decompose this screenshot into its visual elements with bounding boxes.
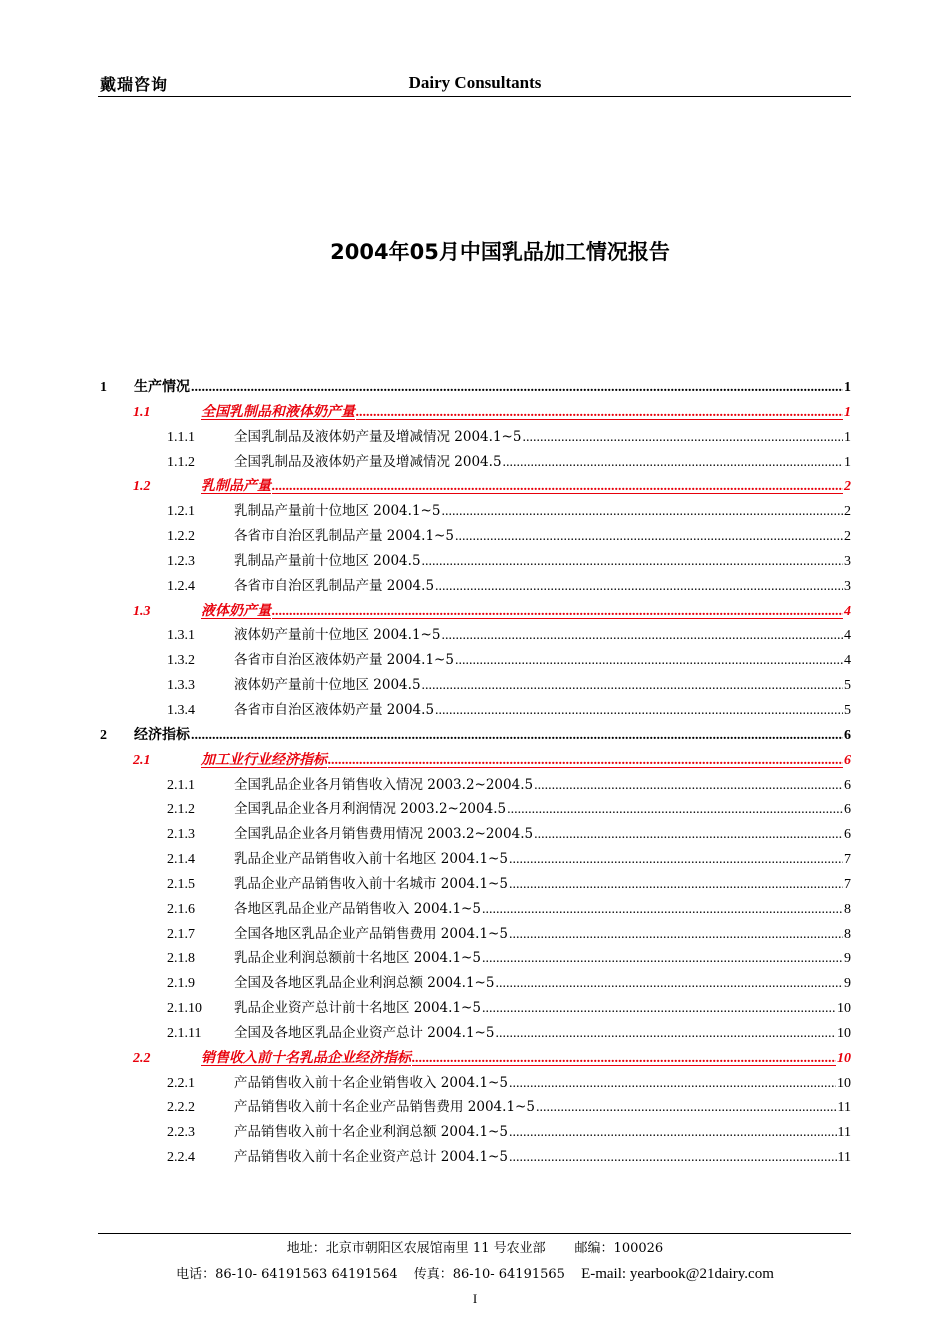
toc-entry[interactable] <box>100 674 851 699</box>
footer-rule <box>98 1233 851 1234</box>
toc-entry-page: 1 <box>844 454 851 470</box>
toc-entry-number: 2.1.6 <box>167 901 195 917</box>
toc-entry-title: 全国乳制品及液体奶产量及增减情况 2004.5 <box>234 453 502 470</box>
toc-entry-number: 2.1.10 <box>167 1001 202 1017</box>
toc-leader-dots <box>509 1073 836 1095</box>
toc-entry-page: 2 <box>844 479 851 495</box>
toc-entry-page: 3 <box>844 553 851 569</box>
toc-leader-dots <box>482 948 843 970</box>
toc-entry-number: 2.1 <box>133 752 151 768</box>
toc-entry-title: 生产情况 <box>134 379 190 395</box>
toc-leader-dots <box>509 1147 837 1169</box>
toc-entry-number: 2.1.11 <box>167 1025 202 1041</box>
toc-entry-number: 1.3.1 <box>167 628 195 644</box>
toc-entry-page: 8 <box>844 901 851 917</box>
table-of-contents <box>100 376 851 1171</box>
toc-entry-title: 全国及各地区乳品企业资产总计 2004.1~5 <box>234 1024 495 1041</box>
toc-entry[interactable] <box>100 848 851 873</box>
toc-entry-number: 1.2.2 <box>167 529 195 545</box>
toc-entry[interactable] <box>100 1022 851 1047</box>
toc-entry-title: 各省市自治区液体奶产量 2004.5 <box>234 701 435 718</box>
toc-entry-title: 乳品企业利润总额前十名地区 2004.1~5 <box>234 950 481 967</box>
toc-entry[interactable] <box>100 525 851 550</box>
toc-entry-title: 产品销售收入前十名企业产品销售费用 2004.1~5 <box>234 1099 535 1116</box>
footer-phone: 电话：86-10- 64191563 64191564 <box>176 1267 398 1282</box>
toc-entry-number: 1.3.2 <box>167 653 195 669</box>
toc-entry[interactable] <box>100 699 851 724</box>
toc-entry-page: 10 <box>837 1050 851 1066</box>
toc-entry-number: 2.1.8 <box>167 951 195 967</box>
toc-leader-dots <box>495 973 843 995</box>
toc-entry-page: 9 <box>844 976 851 992</box>
toc-entry[interactable] <box>100 898 851 923</box>
toc-entry-number: 1.1.2 <box>167 454 195 470</box>
toc-entry-number: 1.2.4 <box>167 578 195 594</box>
toc-entry[interactable] <box>100 997 851 1022</box>
header-rule <box>98 96 851 97</box>
toc-leader-dots <box>455 650 843 672</box>
toc-entry-title: 乳制品产量前十位地区 2004.1~5 <box>234 503 441 520</box>
toc-entry-number: 2.2.4 <box>167 1150 195 1166</box>
toc-entry-page: 4 <box>844 628 851 644</box>
toc-entry-page: 1 <box>844 404 851 420</box>
toc-entry-title: 全国乳品企业各月利润情况 2003.2~2004.5 <box>234 801 507 818</box>
toc-entry[interactable] <box>100 401 851 426</box>
toc-entry[interactable] <box>100 624 851 649</box>
toc-leader-dots <box>482 899 843 921</box>
toc-leader-dots <box>191 725 843 747</box>
toc-entry-title: 产品销售收入前十名企业利润总额 2004.1~5 <box>234 1124 508 1141</box>
toc-entry-number: 1.1 <box>133 404 151 420</box>
toc-leader-dots <box>509 1122 837 1144</box>
toc-entry-page: 6 <box>844 802 851 818</box>
toc-entry-title: 液体奶产量 <box>201 602 271 619</box>
toc-leader-dots <box>507 799 843 821</box>
toc-leader-dots <box>455 526 843 548</box>
toc-entry[interactable] <box>100 500 851 525</box>
toc-entry-number: 1.3 <box>133 603 151 619</box>
toc-entry-number: 2.1.2 <box>167 802 195 818</box>
toc-entry-page: 3 <box>844 578 851 594</box>
toc-leader-dots <box>435 700 843 722</box>
toc-entry-title: 各省市自治区乳制品产量 2004.5 <box>234 577 435 594</box>
toc-entry-title: 加工业行业经济指标 <box>201 751 327 768</box>
toc-entry-title: 液体奶产量前十位地区 2004.5 <box>234 677 421 694</box>
toc-entry-title: 全国各地区乳品企业产品销售费用 2004.1~5 <box>234 925 508 942</box>
toc-entry-title: 乳品企业产品销售收入前十名地区 2004.1~5 <box>234 851 508 868</box>
toc-entry-number: 2.2.2 <box>167 1100 195 1116</box>
toc-entry[interactable] <box>100 774 851 799</box>
toc-leader-dots <box>422 551 843 573</box>
toc-entry[interactable] <box>100 376 851 401</box>
toc-entry-number: 2.1.9 <box>167 976 195 992</box>
toc-entry-number: 1.3.4 <box>167 702 195 718</box>
toc-entry-title: 乳制品产量 <box>201 478 271 495</box>
footer-fax: 传真：86-10- 64191565 <box>413 1267 565 1282</box>
toc-entry-number: 1 <box>100 380 107 395</box>
toc-leader-dots <box>495 1023 836 1045</box>
toc-entry[interactable] <box>100 475 851 500</box>
toc-entry-title: 乳制品产量前十位地区 2004.5 <box>234 552 421 569</box>
footer-address: 地址：北京市朝阳区农展馆南里 11 号农业部 <box>286 1241 546 1256</box>
toc-entry-number: 2.2 <box>133 1050 151 1066</box>
toc-entry-title: 全国乳制品和液体奶产量 <box>201 403 355 420</box>
toc-entry[interactable] <box>100 823 851 848</box>
toc-entry-title: 液体奶产量前十位地区 2004.1~5 <box>234 627 441 644</box>
toc-entry-title: 全国乳制品及液体奶产量及增减情况 2004.1~5 <box>234 428 522 445</box>
toc-leader-dots <box>412 1048 836 1070</box>
toc-leader-dots <box>509 849 843 871</box>
toc-entry[interactable] <box>100 1072 851 1097</box>
toc-entry[interactable] <box>100 649 851 674</box>
toc-entry-number: 1.2 <box>133 479 151 495</box>
toc-entry[interactable] <box>100 426 851 451</box>
toc-entry-page: 5 <box>844 678 851 694</box>
toc-entry-number: 1.3.3 <box>167 678 195 694</box>
toc-entry-number: 1.1.1 <box>167 429 195 445</box>
toc-entry-title: 全国乳品企业各月销售费用情况 2003.2~2004.5 <box>234 826 534 843</box>
toc-entry-number: 2.1.5 <box>167 876 195 892</box>
toc-entry[interactable] <box>100 575 851 600</box>
toc-entry-number: 1.2.1 <box>167 504 195 520</box>
toc-entry-page: 6 <box>844 752 851 768</box>
toc-entry[interactable] <box>100 724 851 749</box>
toc-entry-page: 5 <box>844 702 851 718</box>
toc-entry-page: 9 <box>844 951 851 967</box>
toc-leader-dots <box>328 750 843 772</box>
toc-leader-dots <box>536 1097 837 1119</box>
toc-entry-title: 产品销售收入前十名企业销售收入 2004.1~5 <box>234 1074 508 1091</box>
footer-address-line <box>0 1237 950 1256</box>
toc-entry[interactable] <box>100 923 851 948</box>
toc-leader-dots <box>534 775 843 797</box>
company-name-en: Dairy Consultants <box>408 73 542 92</box>
toc-entry-title: 经济指标 <box>134 726 190 743</box>
toc-entry-title: 各地区乳品企业产品销售收入 2004.1~5 <box>234 900 481 917</box>
toc-entry-page: 6 <box>844 777 851 793</box>
toc-entry-title: 产品销售收入前十名企业资产总计 2004.1~5 <box>234 1149 508 1166</box>
toc-leader-dots <box>503 452 843 474</box>
footer-email[interactable]: E-mail: yearbook@21dairy.com <box>581 1266 774 1282</box>
toc-entry[interactable] <box>100 1121 851 1146</box>
toc-entry[interactable] <box>100 1146 851 1171</box>
toc-entry[interactable] <box>100 451 851 476</box>
toc-entry[interactable] <box>100 798 851 823</box>
toc-entry-title: 各省市自治区液体奶产量 2004.1~5 <box>234 652 454 669</box>
toc-entry-number: 2 <box>100 727 107 743</box>
toc-leader-dots <box>356 402 843 424</box>
toc-entry[interactable] <box>100 749 851 774</box>
toc-leader-dots <box>272 476 843 498</box>
toc-entry-title: 乳品企业产品销售收入前十名城市 2004.1~5 <box>234 875 508 892</box>
toc-entry-title: 全国乳品企业各月销售收入情况 2003.2~2004.5 <box>234 776 534 793</box>
toc-leader-dots <box>522 427 843 449</box>
toc-entry-number: 2.2.1 <box>167 1075 195 1091</box>
toc-entry[interactable] <box>100 947 851 972</box>
toc-entry-page: 2 <box>844 504 851 520</box>
document-title: 2004年05月中国乳品加工情况报告 <box>330 240 670 264</box>
toc-entry-page: 10 <box>837 1025 851 1041</box>
toc-entry-page: 10 <box>837 1001 851 1017</box>
toc-entry-title: 各省市自治区乳制品产量 2004.1~5 <box>234 528 454 545</box>
toc-entry-number: 2.1.4 <box>167 852 195 868</box>
toc-entry-page: 6 <box>844 827 851 843</box>
toc-entry[interactable] <box>100 873 851 898</box>
toc-entry-page: 1 <box>844 380 851 395</box>
toc-entry-number: 1.2.3 <box>167 553 195 569</box>
toc-entry-page: 7 <box>844 852 851 868</box>
toc-entry-number: 2.2.3 <box>167 1125 195 1141</box>
toc-entry-title: 乳品企业资产总计前十名地区 2004.1~5 <box>234 1000 481 1017</box>
toc-leader-dots <box>534 824 843 846</box>
toc-entry-page: 10 <box>837 1075 851 1091</box>
footer-postcode: 邮编：100026 <box>574 1241 664 1256</box>
toc-entry-number: 2.1.1 <box>167 777 195 793</box>
toc-leader-dots <box>272 601 843 623</box>
toc-leader-dots <box>482 998 836 1020</box>
toc-leader-dots <box>441 501 843 523</box>
toc-entry[interactable] <box>100 1096 851 1121</box>
toc-leader-dots <box>191 377 843 399</box>
toc-leader-dots <box>509 924 843 946</box>
toc-entry[interactable] <box>100 550 851 575</box>
toc-entry-title: 销售收入前十名乳品企业经济指标 <box>201 1049 411 1066</box>
toc-entry-page: 11 <box>837 1150 851 1166</box>
toc-entry[interactable] <box>100 1047 851 1072</box>
toc-entry-number: 2.1.3 <box>167 827 195 843</box>
toc-entry-page: 8 <box>844 926 851 942</box>
toc-entry-number: 2.1.7 <box>167 926 195 942</box>
footer-contact-line <box>0 1263 950 1283</box>
toc-entry-page: 11 <box>837 1125 851 1141</box>
toc-entry-page: 7 <box>844 876 851 892</box>
page-number: I <box>472 1291 478 1306</box>
toc-entry[interactable] <box>100 600 851 625</box>
toc-leader-dots <box>509 874 843 896</box>
toc-entry-page: 4 <box>844 653 851 669</box>
toc-entry-page: 11 <box>837 1100 851 1116</box>
toc-entry-page: 6 <box>844 727 851 743</box>
toc-entry-page: 2 <box>844 529 851 545</box>
company-name-cn: 戴瑞咨询 <box>100 75 169 94</box>
toc-leader-dots <box>435 576 843 598</box>
toc-entry-page: 1 <box>844 429 851 445</box>
toc-leader-dots <box>422 675 843 697</box>
toc-entry[interactable] <box>100 972 851 997</box>
toc-entry-title: 全国及各地区乳品企业利润总额 2004.1~5 <box>234 975 495 992</box>
toc-entry-page: 4 <box>844 603 851 619</box>
toc-leader-dots <box>441 625 843 647</box>
